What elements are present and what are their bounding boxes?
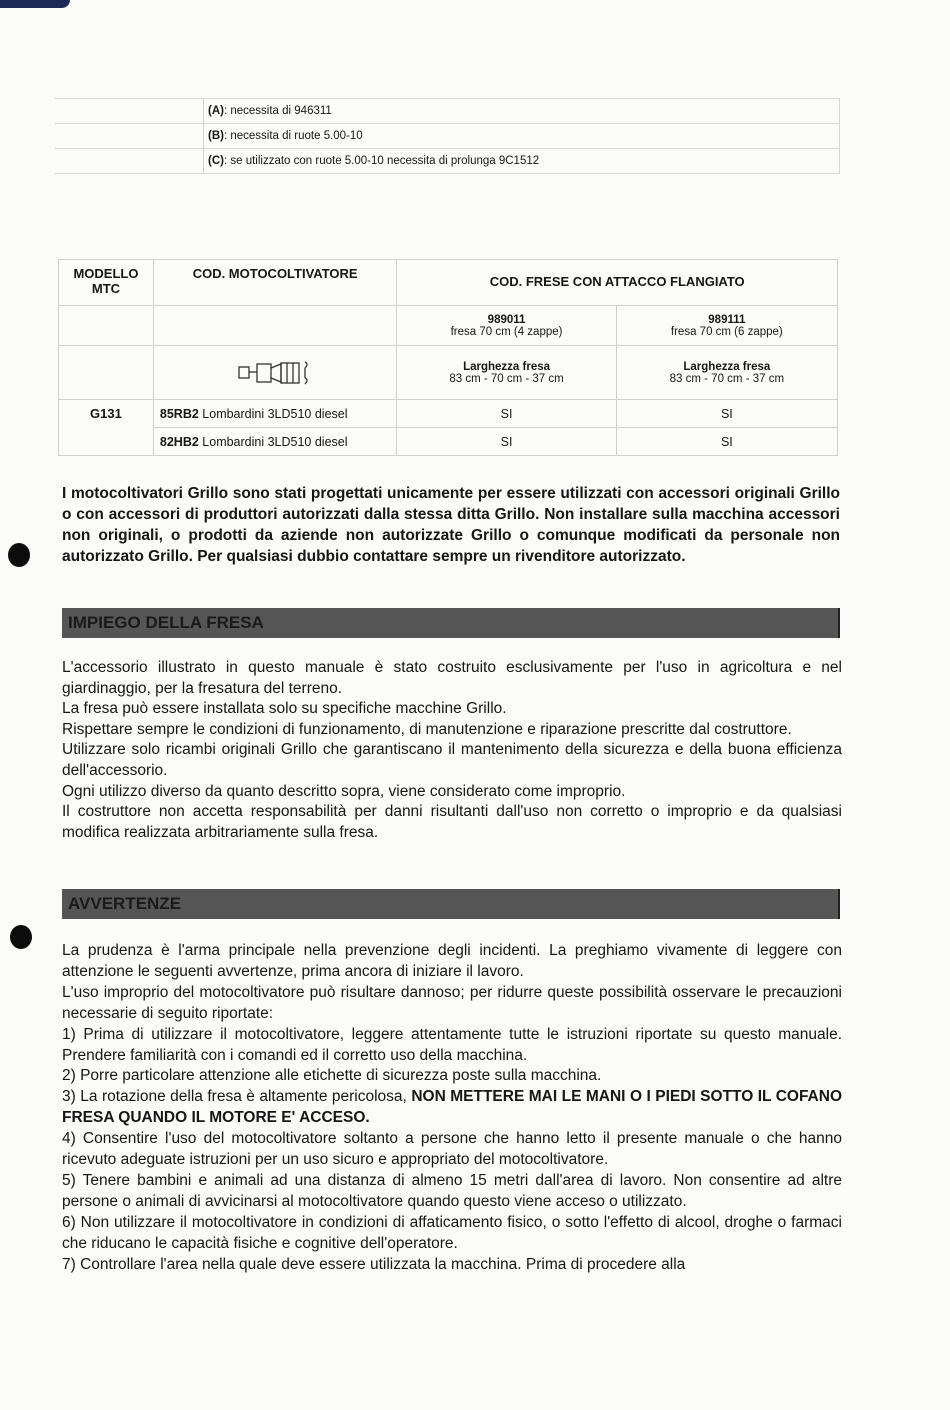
warning-paragraph: I motocoltivatori Grillo sono stati progettati unicamente per essere utilizzati con accessori originali Grillo o con accessori di produttori autorizzati dalla stessa ditta Grillo. Non installare sulla macchina accessori non originali, o prodotti da aziende non autorizzate Grillo o comunque modificati da personale non autorizzato Grillo. Per qualsiasi dubbio contattare sempre un rivenditore autorizzato. xyxy=(62,485,840,565)
list-item: 5) Tenere bambini e animali ad una distanza di almeno 15 metri dall'area di lavoro. Non consentire ad altre persone o animali di avvicinarsi al motocoltivatore quando questo viene acceso o utilizzato. xyxy=(62,1171,842,1210)
paragraph: Rispettare sempre le condizioni di funzionamento, di manutenzione e riparazione prescritte dal costruttore. xyxy=(62,720,792,738)
tiller-diagram-icon xyxy=(235,358,315,388)
fresa-cell xyxy=(616,306,837,346)
list-item: 7) Controllare l'area nella quale deve essere utilizzata la macchina. Prima di procedere alla xyxy=(62,1255,686,1273)
note-text: : se utilizzato con ruote 5.00-10 necessita di prolunga 9C1512 xyxy=(223,155,540,167)
note-key: (B) xyxy=(208,130,224,142)
fresa-cell xyxy=(397,306,616,346)
fresa-width-cell xyxy=(616,346,837,400)
danger-text: NON METTERE MAI LE MANI O I PIEDI SOTTO IL COFANO FRESA QUANDO IL MOTORE E' ACCESO. xyxy=(62,1088,842,1127)
section-header-avvertenze: AVVERTENZE xyxy=(62,889,840,919)
width-label: Larghezza fresa xyxy=(683,360,771,373)
note-row xyxy=(55,124,840,149)
list-item: 4) Consentire l'uso del motocoltivatore soltanto a persone che hanno letto il presente manuale o che hanno ricevuto adeguate istruzioni per un uso sicuro e appropriato del motocoltivatore. xyxy=(62,1130,842,1169)
compatibility-table xyxy=(58,259,838,456)
width-values: 83 cm - 70 cm - 37 cm xyxy=(669,372,785,385)
note-text: : necessita di 946311 xyxy=(223,105,332,117)
impiego-text xyxy=(62,658,842,843)
paragraph: Utilizzare solo ricambi originali Grillo che garantiscano il mantenimento della sicurezza e della buona efficienza dell'accessorio. xyxy=(62,741,842,779)
machine-code: 85RB2 xyxy=(159,406,199,421)
table-row xyxy=(59,428,838,456)
fresa-code: 989011 xyxy=(487,313,526,326)
compat-value: SI xyxy=(616,428,837,456)
paragraph: La prudenza è l'arma principale nella prevenzione degli incidenti. La preghiamo vivamente di leggere con attenzione le seguenti avvertenze, prima ancora di iniziare il lavoro. xyxy=(62,942,842,980)
compat-value: SI xyxy=(397,400,616,428)
header-model: MODELLO MTC xyxy=(59,260,154,306)
model-name: G131 xyxy=(59,400,154,456)
list-item: 1) Prima di utilizzare il motocoltivatore, leggere attentamente tutte le istruzioni riportate su questo manuale. Prendere familiarità con i comandi ed il corretto uso della macchina. xyxy=(62,1025,842,1064)
fresa-width-cell xyxy=(397,346,616,400)
paragraph: Il costruttore non accetta responsabilità per danni risultanti dall'uso non corretto o improprio e da qualsiasi modifica realizzata arbitrariamente sulla fresa. xyxy=(62,803,842,841)
fresa-code: 989111 xyxy=(708,313,746,326)
machine-engine: Lombardini 3LD510 diesel xyxy=(198,434,348,449)
table-row xyxy=(59,400,838,428)
width-label: Larghezza fresa xyxy=(463,360,551,373)
machine-code: 82HB2 xyxy=(159,434,199,449)
note-row xyxy=(55,149,840,174)
machine-engine: Lombardini 3LD510 diesel xyxy=(198,406,348,421)
paragraph: La fresa può essere installata solo su specifiche macchine Grillo. xyxy=(62,700,507,718)
corner-mark xyxy=(0,0,70,8)
paragraph: Ogni utilizzo diverso da quanto descritto sopra, viene considerato come improprio. xyxy=(62,782,626,800)
note-text: : necessita di ruote 5.00-10 xyxy=(223,130,363,142)
note-key: (C) xyxy=(208,155,224,167)
header-frese: COD. FRESE CON ATTACCO FLANGIATO xyxy=(397,260,838,306)
note-row xyxy=(55,99,840,124)
punch-hole-bottom xyxy=(10,925,32,949)
tiller-diagram-icon xyxy=(153,346,397,400)
list-item: 2) Porre particolare attenzione alle etichette di sicurezza poste sulla macchina. xyxy=(62,1067,602,1085)
header-code: COD. MOTOCOLTIVATORE xyxy=(153,260,397,306)
section-header-impiego: IMPIEGO DELLA FRESA xyxy=(62,608,840,638)
width-values: 83 cm - 70 cm - 37 cm xyxy=(449,372,564,385)
notes-table xyxy=(55,98,840,174)
avvertenze-text xyxy=(62,941,842,1276)
compat-value: SI xyxy=(616,400,837,428)
compat-value: SI xyxy=(397,428,616,456)
fresa-desc: fresa 70 cm (4 zappe) xyxy=(450,325,563,338)
list-item: 3) La rotazione della fresa è altamente pericolosa, NON METTERE MAI LE MANI O I PIEDI SOTTO IL COFANO FRESA QUANDO IL MOTORE E' ACCESO. xyxy=(62,1088,842,1127)
fresa-desc: fresa 70 cm (6 zappe) xyxy=(670,325,783,338)
paragraph: L'accessorio illustrato in questo manuale è stato costruito esclusivamente per l'uso in agricoltura e nel giardinaggio, per la fresatura del terreno. xyxy=(62,659,842,697)
paragraph: L'uso improprio del motocoltivatore può risultare dannoso; per ridurre queste possibilità osservare le precauzioni necessarie di seguito riportate: xyxy=(62,983,842,1022)
note-key: (A) xyxy=(208,105,224,117)
list-item: 6) Non utilizzare il motocoltivatore in condizioni di affaticamento fisico, o sotto l'effetto di alcool, droghe o farmaci che riducano le capacità fisiche e cognitive dell'operatore. xyxy=(62,1213,842,1252)
punch-hole-top xyxy=(8,543,30,567)
